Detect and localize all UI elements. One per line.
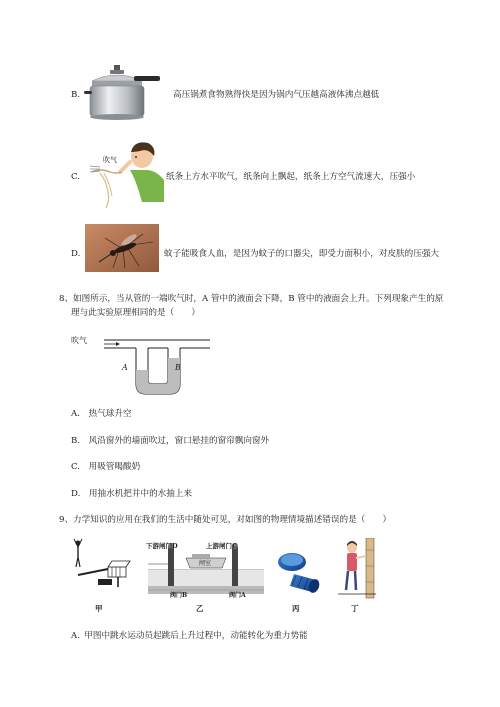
q8-stem-line2: 理与此实验原理相同的是（ ）	[71, 308, 200, 318]
q8-option-d	[71, 488, 192, 500]
q8-stem-line1: 8、如图所示，当从管的一端吹气时，A 管中的液面会下降，B 管中的液面会上升。下列现象产生的原	[59, 294, 444, 304]
q8-option-a-text: 热气球升空	[88, 409, 132, 419]
q7-option-b-text: 高压锅煮食物熟得快是因为锅内气压越高液体沸点越低	[173, 90, 380, 100]
downstream-gate-label: 下游闸门D	[146, 542, 178, 550]
lock-chamber-label: 闸室	[199, 560, 212, 567]
upstream-gate-label: 上游闸门C	[206, 542, 238, 550]
q7-option-d-text: 蚊子能吸食人血，是因为蚊子的口器尖，即受力面积小，对皮肤的压强大	[164, 249, 440, 259]
q8-option-c-text: 用吸管喝酸奶	[88, 462, 141, 472]
valve-b-label: 阀门B	[170, 592, 188, 599]
q7-option-b-letter: B.	[71, 90, 81, 100]
blow-label-q8: 吹气	[71, 336, 87, 345]
q8-option-c	[71, 461, 140, 473]
q8-option-b	[71, 435, 269, 447]
q9-option-a-text: 甲图中跳水运动员起跳后上升过程中，动能转化为重力势能	[84, 631, 308, 641]
mosquito-image	[85, 224, 159, 272]
q9-option-a-letter: A.	[71, 631, 80, 641]
bottle-cap-figure	[276, 550, 322, 594]
q7-option-c-text: 纸条上方水平吹气，纸条向上飘起，纸条上方空气流速大，压强小	[166, 172, 416, 182]
q8-option-c-letter: C.	[71, 462, 81, 472]
blow-label: 吹气	[103, 156, 117, 164]
blowing-paper-image	[86, 140, 164, 210]
q8-option-a-letter: A.	[71, 409, 80, 419]
fig-bing-label: 丙	[292, 604, 300, 613]
q8-option-a	[71, 408, 132, 420]
u-tube-figure	[68, 328, 218, 400]
valve-a-label: 阀门A	[229, 592, 246, 599]
tube-a-label: A	[122, 363, 128, 372]
pushing-wall-figure	[338, 538, 376, 600]
q8-option-d-text: 用抽水机把井中的水抽上来	[88, 489, 193, 499]
q8-option-d-letter: D.	[71, 489, 81, 499]
fig-jia-label: 甲	[95, 604, 103, 613]
pressure-cooker-image	[84, 63, 162, 123]
fig-ding-label: 丁	[351, 604, 359, 613]
q7-option-d-letter: D.	[71, 249, 81, 259]
diver-figure	[68, 537, 134, 589]
q8-option-b-letter: B.	[71, 436, 81, 446]
tube-b-label: B	[175, 363, 181, 372]
q9-stem: 9、力学知识的应用在我们的生活中随处可见，对如图的物理情境描述错误的是（ ）	[59, 515, 392, 525]
q8-option-b-text: 风沿窗外的墙面吹过，窗口悬挂的窗帘飘向窗外	[88, 436, 270, 446]
q9-option-a	[71, 630, 308, 642]
q7-option-c-letter: C.	[71, 172, 81, 182]
fig-yi-label: 乙	[196, 604, 204, 613]
